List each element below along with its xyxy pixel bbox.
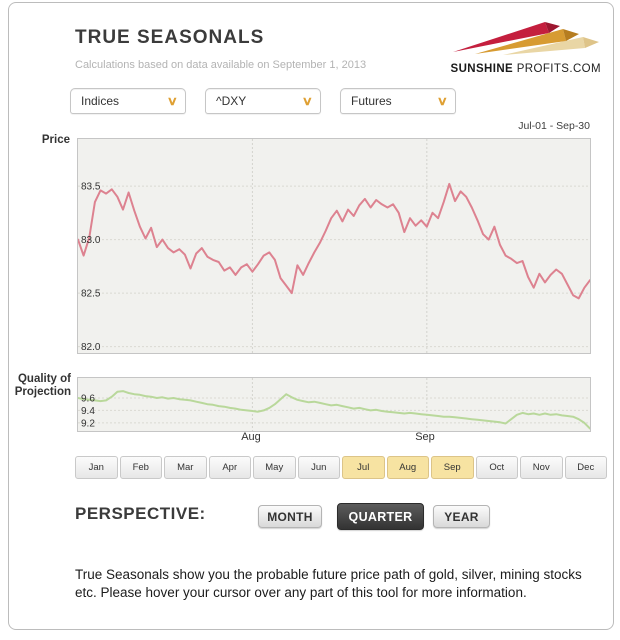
xaxis-label-sep: Sep — [415, 431, 435, 443]
month-tabs — [75, 456, 607, 479]
price-ytick: 82.5 — [81, 288, 101, 300]
price-axis-label: Price — [41, 134, 70, 146]
qop-ytick: 9.6 — [81, 393, 95, 405]
month-tab-sep[interactable]: Sep — [431, 456, 474, 479]
market-dropdown-value: Futures — [351, 94, 392, 108]
triple-arrow-icon — [445, 22, 601, 56]
qop-ytick: 9.4 — [81, 405, 95, 417]
logo-wordmark — [445, 63, 601, 75]
month-tab-jun[interactable]: Jun — [298, 456, 341, 479]
month-button[interactable]: MONTH — [258, 505, 322, 528]
chevron-down-icon: ∨ — [436, 94, 449, 108]
symbol-dropdown-value: ^DXY — [216, 94, 247, 108]
qop-ytick: 9.2 — [81, 418, 95, 430]
sunshine-profits-logo — [445, 22, 601, 76]
date-range-label: Jul-01 - Sep-30 — [518, 120, 590, 132]
logo-sunshine: SUNSHINE — [450, 63, 514, 75]
year-button[interactable]: YEAR — [433, 505, 490, 528]
quality-of-projection-chart[interactable] — [77, 377, 591, 432]
market-dropdown[interactable] — [340, 88, 456, 114]
month-tab-aug[interactable]: Aug — [387, 456, 430, 479]
page-title: TRUE SEASONALS — [75, 27, 265, 48]
qop-label-line1: Quality of — [17, 373, 71, 385]
perspective-label: PERSPECTIVE: — [75, 504, 206, 523]
price-chart[interactable] — [77, 138, 591, 354]
month-tab-jan[interactable]: Jan — [75, 456, 118, 479]
category-dropdown-value: Indices — [81, 94, 120, 108]
month-tab-jul[interactable]: Jul — [342, 456, 385, 479]
xaxis-label-aug: Aug — [241, 431, 261, 443]
month-tab-feb[interactable]: Feb — [120, 456, 163, 479]
price-ytick: 83.5 — [81, 181, 101, 193]
chevron-down-icon: ∨ — [166, 94, 179, 108]
price-line — [78, 181, 590, 299]
month-tab-dec[interactable]: Dec — [565, 456, 608, 479]
data-date-note: Calculations based on data available on September 1, 2013 — [75, 59, 367, 71]
month-tab-mar[interactable]: Mar — [164, 456, 207, 479]
price-ytick: 82.0 — [81, 342, 101, 354]
logo-profits: PROFITS.COM — [513, 63, 601, 75]
category-dropdown[interactable] — [70, 88, 186, 114]
qop-label-line2: Projection — [14, 386, 71, 398]
month-tab-may[interactable]: May — [253, 456, 296, 479]
quality-of-projection-label — [0, 373, 71, 399]
quarter-button[interactable]: QUARTER — [337, 503, 424, 530]
symbol-dropdown[interactable] — [205, 88, 321, 114]
month-tab-apr[interactable]: Apr — [209, 456, 252, 479]
month-tab-nov[interactable]: Nov — [520, 456, 563, 479]
description-text: True Seasonals show you the probable future price path of gold, silver, mining stocks etc. Please hover your cursor over any part of this tool for more information. — [75, 567, 582, 600]
month-tab-oct[interactable]: Oct — [476, 456, 519, 479]
chevron-down-icon: ∨ — [301, 94, 314, 108]
price-ytick: 83.0 — [81, 235, 101, 247]
